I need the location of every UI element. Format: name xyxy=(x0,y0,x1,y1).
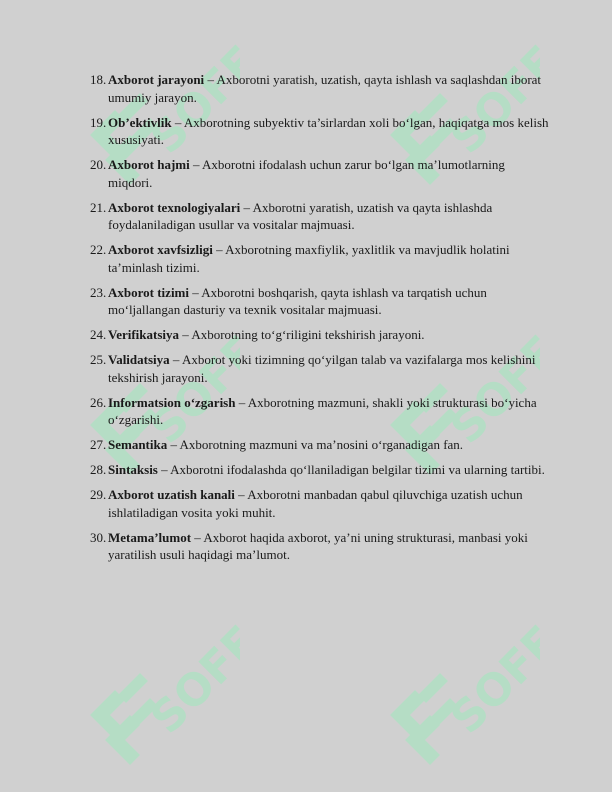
glossary-item xyxy=(90,71,550,106)
glossary-item xyxy=(90,351,550,386)
item-definition: – Axborotning mazmuni, shakli yoki strukturasi bo‘yicha o‘zgarishi. xyxy=(108,394,537,427)
glossary-item xyxy=(90,436,550,454)
item-number: 18. xyxy=(90,72,107,87)
item-definition: – Axborotni ifodalashda qo‘llaniladigan belgilar tizimi va ularning tartibi. xyxy=(157,462,545,477)
item-number: 30. xyxy=(90,529,107,545)
svg-text:SOFF: SOFF xyxy=(441,330,540,454)
glossary-item xyxy=(90,199,550,234)
item-definition: – Axborotni yaratish, uzatish va qayta ishlashda foydalaniladigan usullar va vositalar majmuasi. xyxy=(108,199,493,232)
glossary-item xyxy=(90,284,550,319)
svg-text:SOFF: SOFF xyxy=(141,40,240,164)
glossary-item xyxy=(90,461,550,479)
item-term: Ob’ektivlik xyxy=(108,114,172,130)
item-definition: – Axborotning mazmuni va ma’nosini o‘rganadigan fan. xyxy=(167,437,464,452)
item-number: 28. xyxy=(90,462,107,477)
svg-text:SOFF: SOFF xyxy=(141,330,240,454)
item-definition: – Axborot haqida axborot, ya’ni uning strukturasi, manbasi yoki yaratilish usuli haqidagi ma’lumot. xyxy=(108,529,528,562)
item-number: 25. xyxy=(90,352,107,367)
glossary-item xyxy=(90,394,550,429)
glossary-item xyxy=(90,529,550,564)
item-term: Axborot uzatish kanali xyxy=(108,487,235,502)
item-term: Axborot tizimi xyxy=(108,284,189,300)
glossary-item xyxy=(90,486,550,521)
soff-watermark xyxy=(70,620,240,770)
item-term: Axborot hajmi xyxy=(108,157,190,172)
item-definition: – Axborotning maxfiylik, yaxlitlik va mavjudlik holatini ta’minlash tizimi. xyxy=(108,242,510,275)
svg-text:SOFF: SOFF xyxy=(441,40,540,164)
item-definition: – Axborotning subyektiv ta’sirlardan xoli bo‘lgan, haqiqatga mos kelish xususiyati. xyxy=(108,114,549,147)
soff-watermark xyxy=(370,620,540,770)
svg-text:SOFF: SOFF xyxy=(441,620,540,744)
item-term: Informatsion o‘zgarish xyxy=(108,394,236,410)
item-definition: – Axborotni yaratish, uzatish, qayta ishlash va saqlashdan iborat umumiy jarayon. xyxy=(108,72,542,105)
item-term: Semantika xyxy=(108,437,168,452)
item-term: Axborot jarayoni xyxy=(108,72,205,87)
item-term: Axborot texnologiyalari xyxy=(108,199,241,215)
glossary-list xyxy=(90,71,550,571)
svg-text:SOFF: SOFF xyxy=(141,620,240,744)
item-number: 20. xyxy=(90,157,107,172)
item-definition: – Axborot yoki tizimning qo‘yilgan talab va vazifalarga mos kelishini tekshirish jarayoni. xyxy=(108,352,536,385)
item-number: 29. xyxy=(90,487,107,502)
item-term: Sintaksis xyxy=(108,462,158,477)
item-term: Axborot xavfsizligi xyxy=(108,242,213,257)
item-definition: – Axborotni manbadan qabul qiluvchiga uzatish uchun ishlatiladigan vosita yoki muhit. xyxy=(108,487,523,520)
item-term: Validatsiya xyxy=(108,352,170,367)
glossary-item xyxy=(90,326,550,344)
item-definition: – Axborotni ifodalash uchun zarur bo‘lgan ma’lumotlarning miqdori. xyxy=(108,157,505,190)
item-number: 26. xyxy=(90,394,107,410)
item-number: 22. xyxy=(90,242,107,257)
glossary-item xyxy=(90,114,550,149)
item-number: 19. xyxy=(90,114,107,130)
item-number: 27. xyxy=(90,437,107,452)
item-number: 23. xyxy=(90,284,107,300)
item-definition: – Axborotning to‘g‘riligini tekshirish jarayoni. xyxy=(179,327,425,342)
item-term: Metama’lumot xyxy=(108,529,192,545)
glossary-item xyxy=(90,156,550,191)
item-number: 21. xyxy=(90,199,107,215)
item-number: 24. xyxy=(90,327,107,342)
glossary-item xyxy=(90,241,550,276)
item-term: Verifikatsiya xyxy=(108,327,180,342)
item-definition: – Axborotni boshqarish, qayta ishlash va tarqatish uchun mo‘ljallangan dasturiy va texnik vositalar majmuasi. xyxy=(108,284,487,317)
